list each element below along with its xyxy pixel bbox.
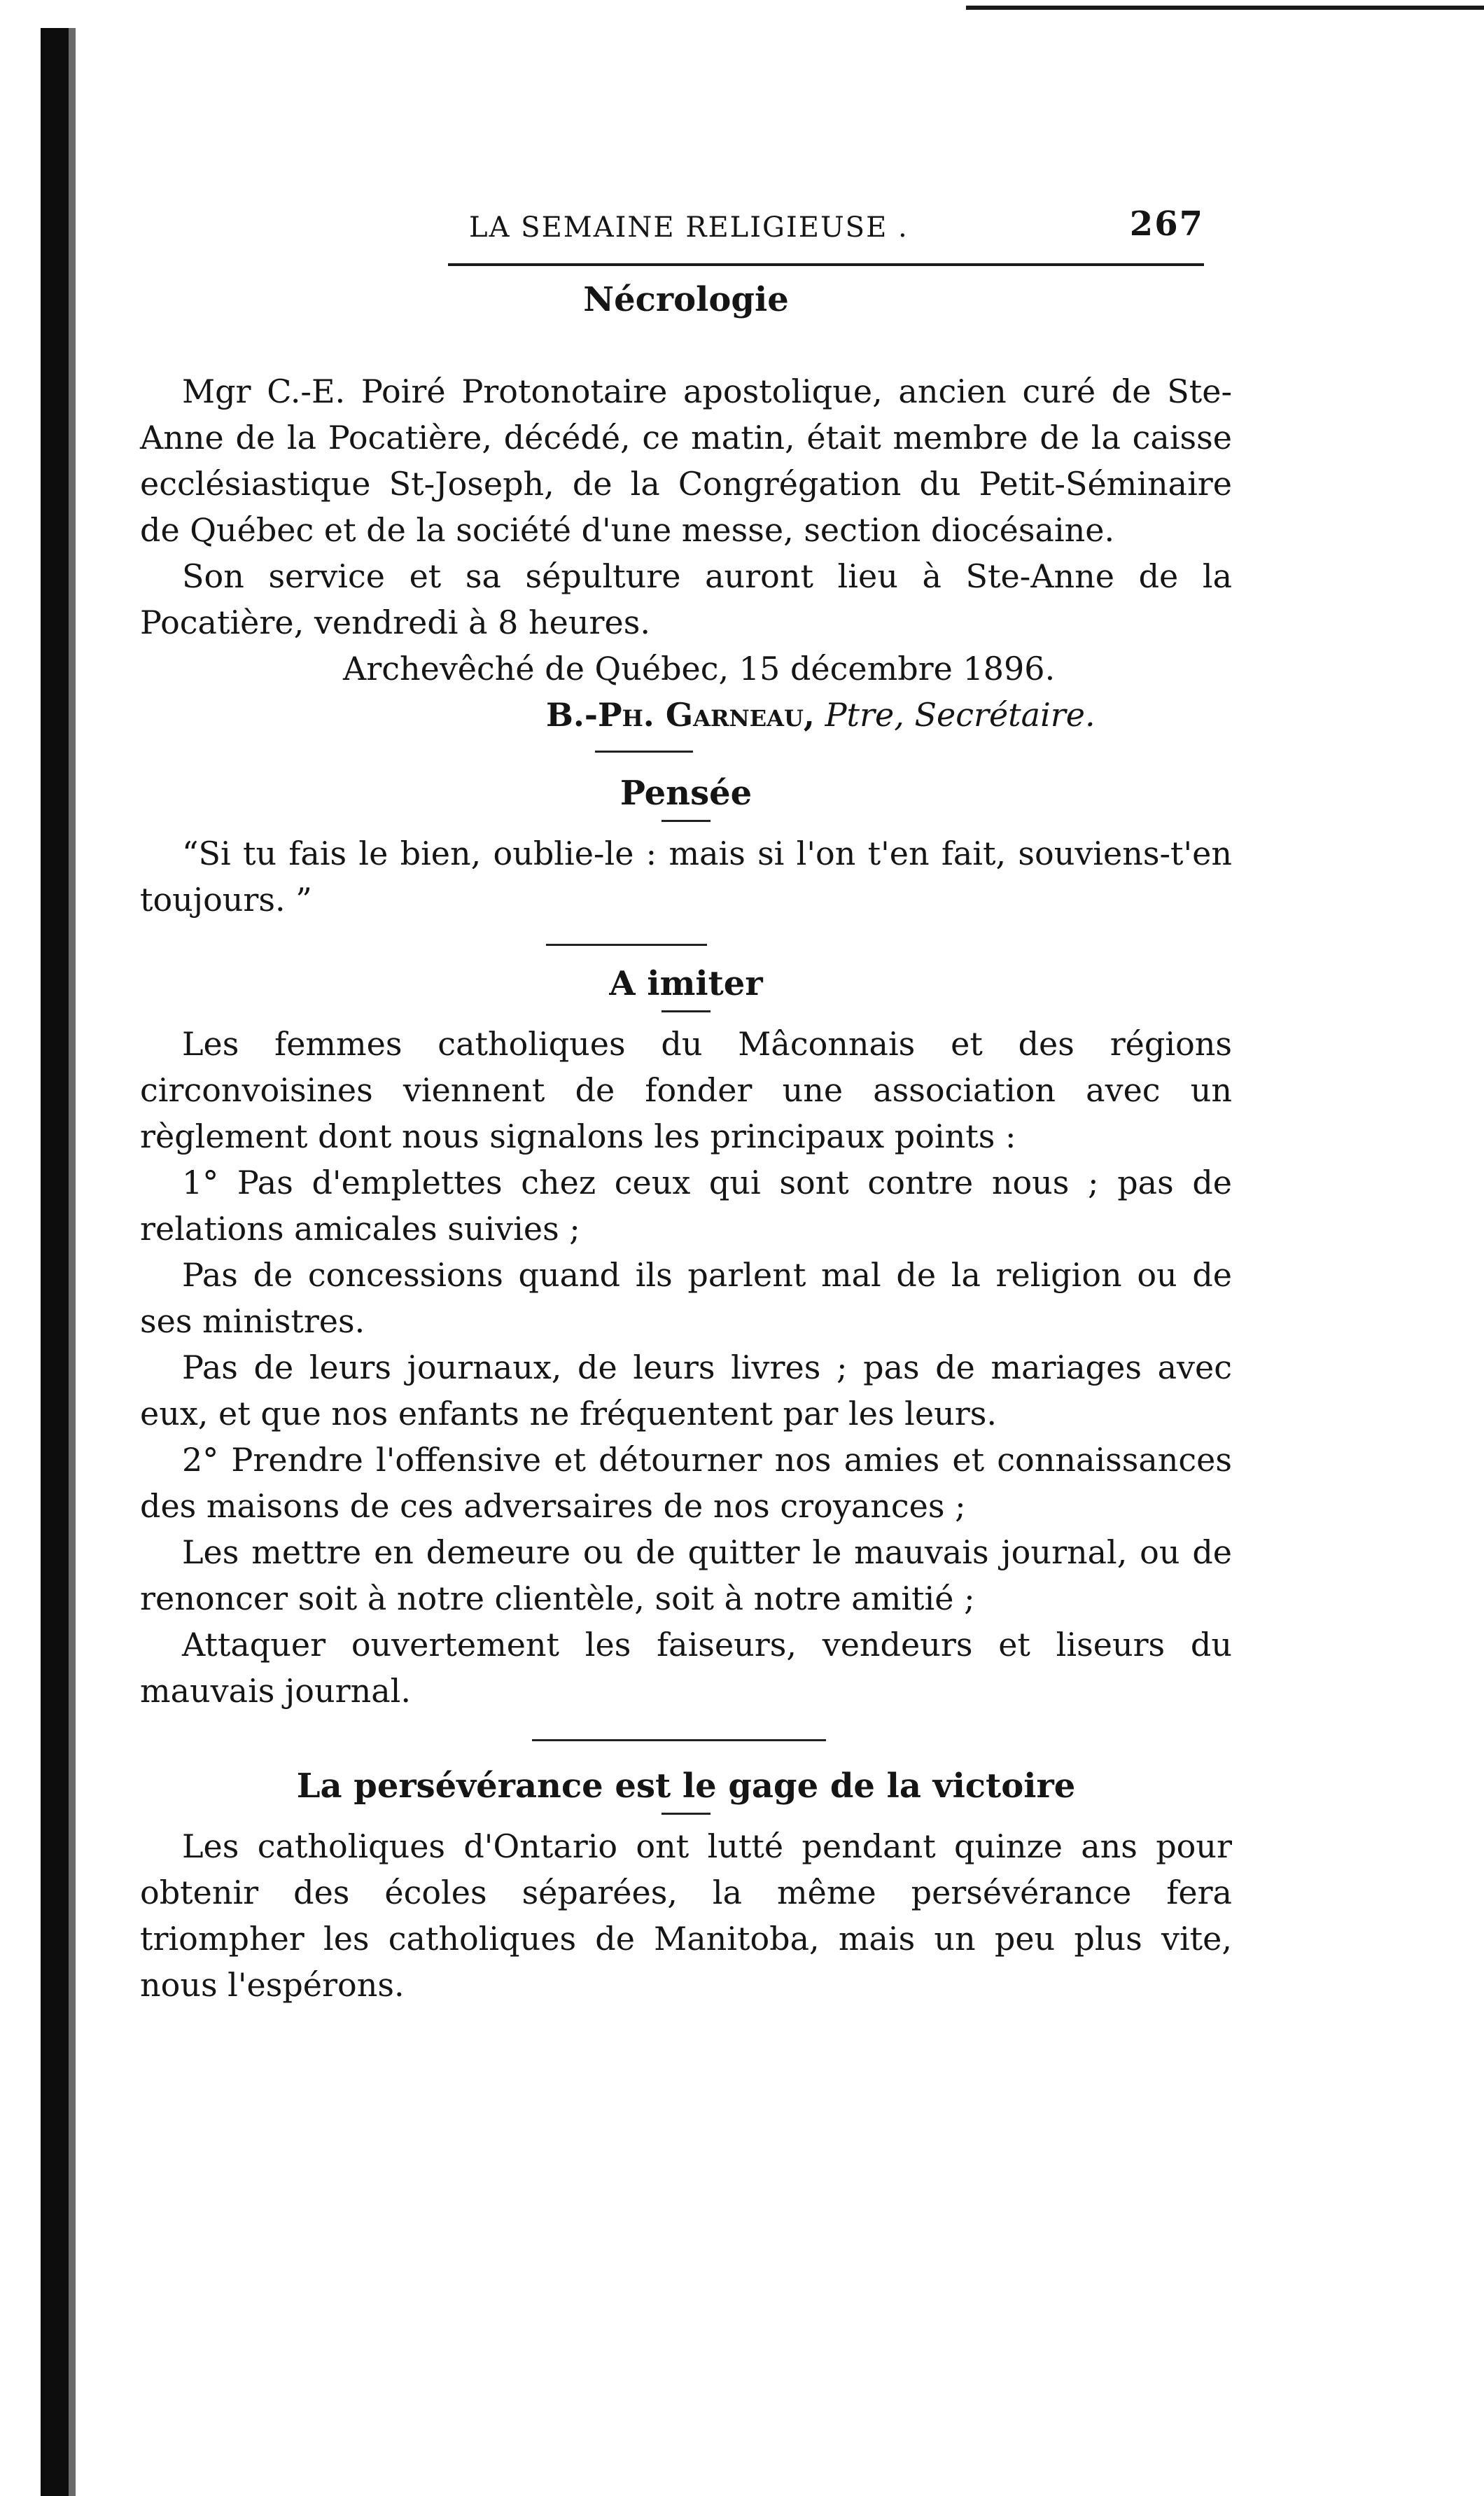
pensee-title: Pensée xyxy=(620,774,752,813)
scan-binding-edge xyxy=(41,28,69,2496)
section-divider xyxy=(532,1739,826,1741)
signature xyxy=(546,692,1232,738)
section-necrologie xyxy=(140,280,1232,738)
section-victoire xyxy=(140,1766,1232,2008)
title-dash xyxy=(662,1010,710,1012)
imiter-paragraph: 2° Prendre l'offensive et détourner nos amies et connaissances des maisons de ces adversaires de nos croyances ; xyxy=(140,1441,1232,1525)
imiter-paragraph: Pas de leurs journaux, de leurs livres ; pas de mariages avec eux, et que nos enfants ne fréquentent par les leurs. xyxy=(140,1348,1232,1432)
page-column xyxy=(140,203,1232,2008)
imiter-title: A imiter xyxy=(609,964,763,1003)
running-head xyxy=(140,203,1232,245)
necrologie-title: Nécrologie xyxy=(583,280,789,319)
imiter-paragraph: Pas de concessions quand ils parlent mal de la religion ou de ses ministres. xyxy=(140,1256,1232,1340)
necrologie-spacer xyxy=(140,319,1232,368)
running-title: LA SEMAINE RELIGIEUSE . xyxy=(469,211,909,244)
signature-name: B.-Ph. Garneau, xyxy=(546,696,815,734)
imiter-paragraph: Attaquer ouvertement les faiseurs, vendeurs et liseurs du mauvais journal. xyxy=(140,1626,1232,1710)
imiter-paragraph: Les mettre en demeure ou de quitter le mauvais journal, ou de renoncer soit à notre clientèle, soit à notre amitié ; xyxy=(140,1533,1232,1617)
scan-binding-shadow xyxy=(69,28,76,2496)
section-divider xyxy=(546,944,707,946)
section-pensee xyxy=(140,774,1232,923)
section-divider xyxy=(595,751,693,753)
necrologie-paragraph: Mgr C.-E. Poiré Protonotaire apostolique, ancien curé de Ste-Anne de la Pocatière, décédé, ce matin, était membre de la caisse ecclésiastique St-Joseph, de la Congrégation du Petit-Séminaire de Québec et de la société d'une messe, section diocésaine. xyxy=(140,372,1232,549)
pensee-quote: “Si tu fais le bien, oublie-le : mais si l'on t'en fait, souviens-t'en toujours. ” xyxy=(140,835,1232,919)
title-dash xyxy=(662,1813,710,1815)
imiter-paragraph: 1° Pas d'emplettes chez ceux qui sont contre nous ; pas de relations amicales suivies ; xyxy=(140,1164,1232,1248)
header-rule xyxy=(448,263,1204,266)
section-imiter xyxy=(140,964,1232,1714)
necrologie-paragraph: Son service et sa sépulture auront lieu à Ste-Anne de la Pocatière, vendredi à 8 heures. xyxy=(140,557,1232,641)
victoire-title: La persévérance est le gage de la victoire xyxy=(296,1766,1076,1806)
page-number: 267 xyxy=(1129,204,1204,244)
imiter-paragraph: Les femmes catholiques du Mâconnais et des régions circonvoisines viennent de fonder une association avec un règlement dont nous signalons les principaux points : xyxy=(140,1025,1232,1155)
title-dash xyxy=(662,820,710,822)
signature-title: Ptre, Secrétaire. xyxy=(825,696,1096,734)
victoire-paragraph: Les catholiques d'Ontario ont lutté pendant quinze ans pour obtenir des écoles séparées, la même persévérance fera triompher les catholiques de Manitoba, mais un peu plus vite, nous l'espérons. xyxy=(140,1827,1232,2004)
scan-top-rule xyxy=(966,6,1484,10)
place-date: Archevêché de Québec, 15 décembre 1896. xyxy=(343,650,1056,688)
